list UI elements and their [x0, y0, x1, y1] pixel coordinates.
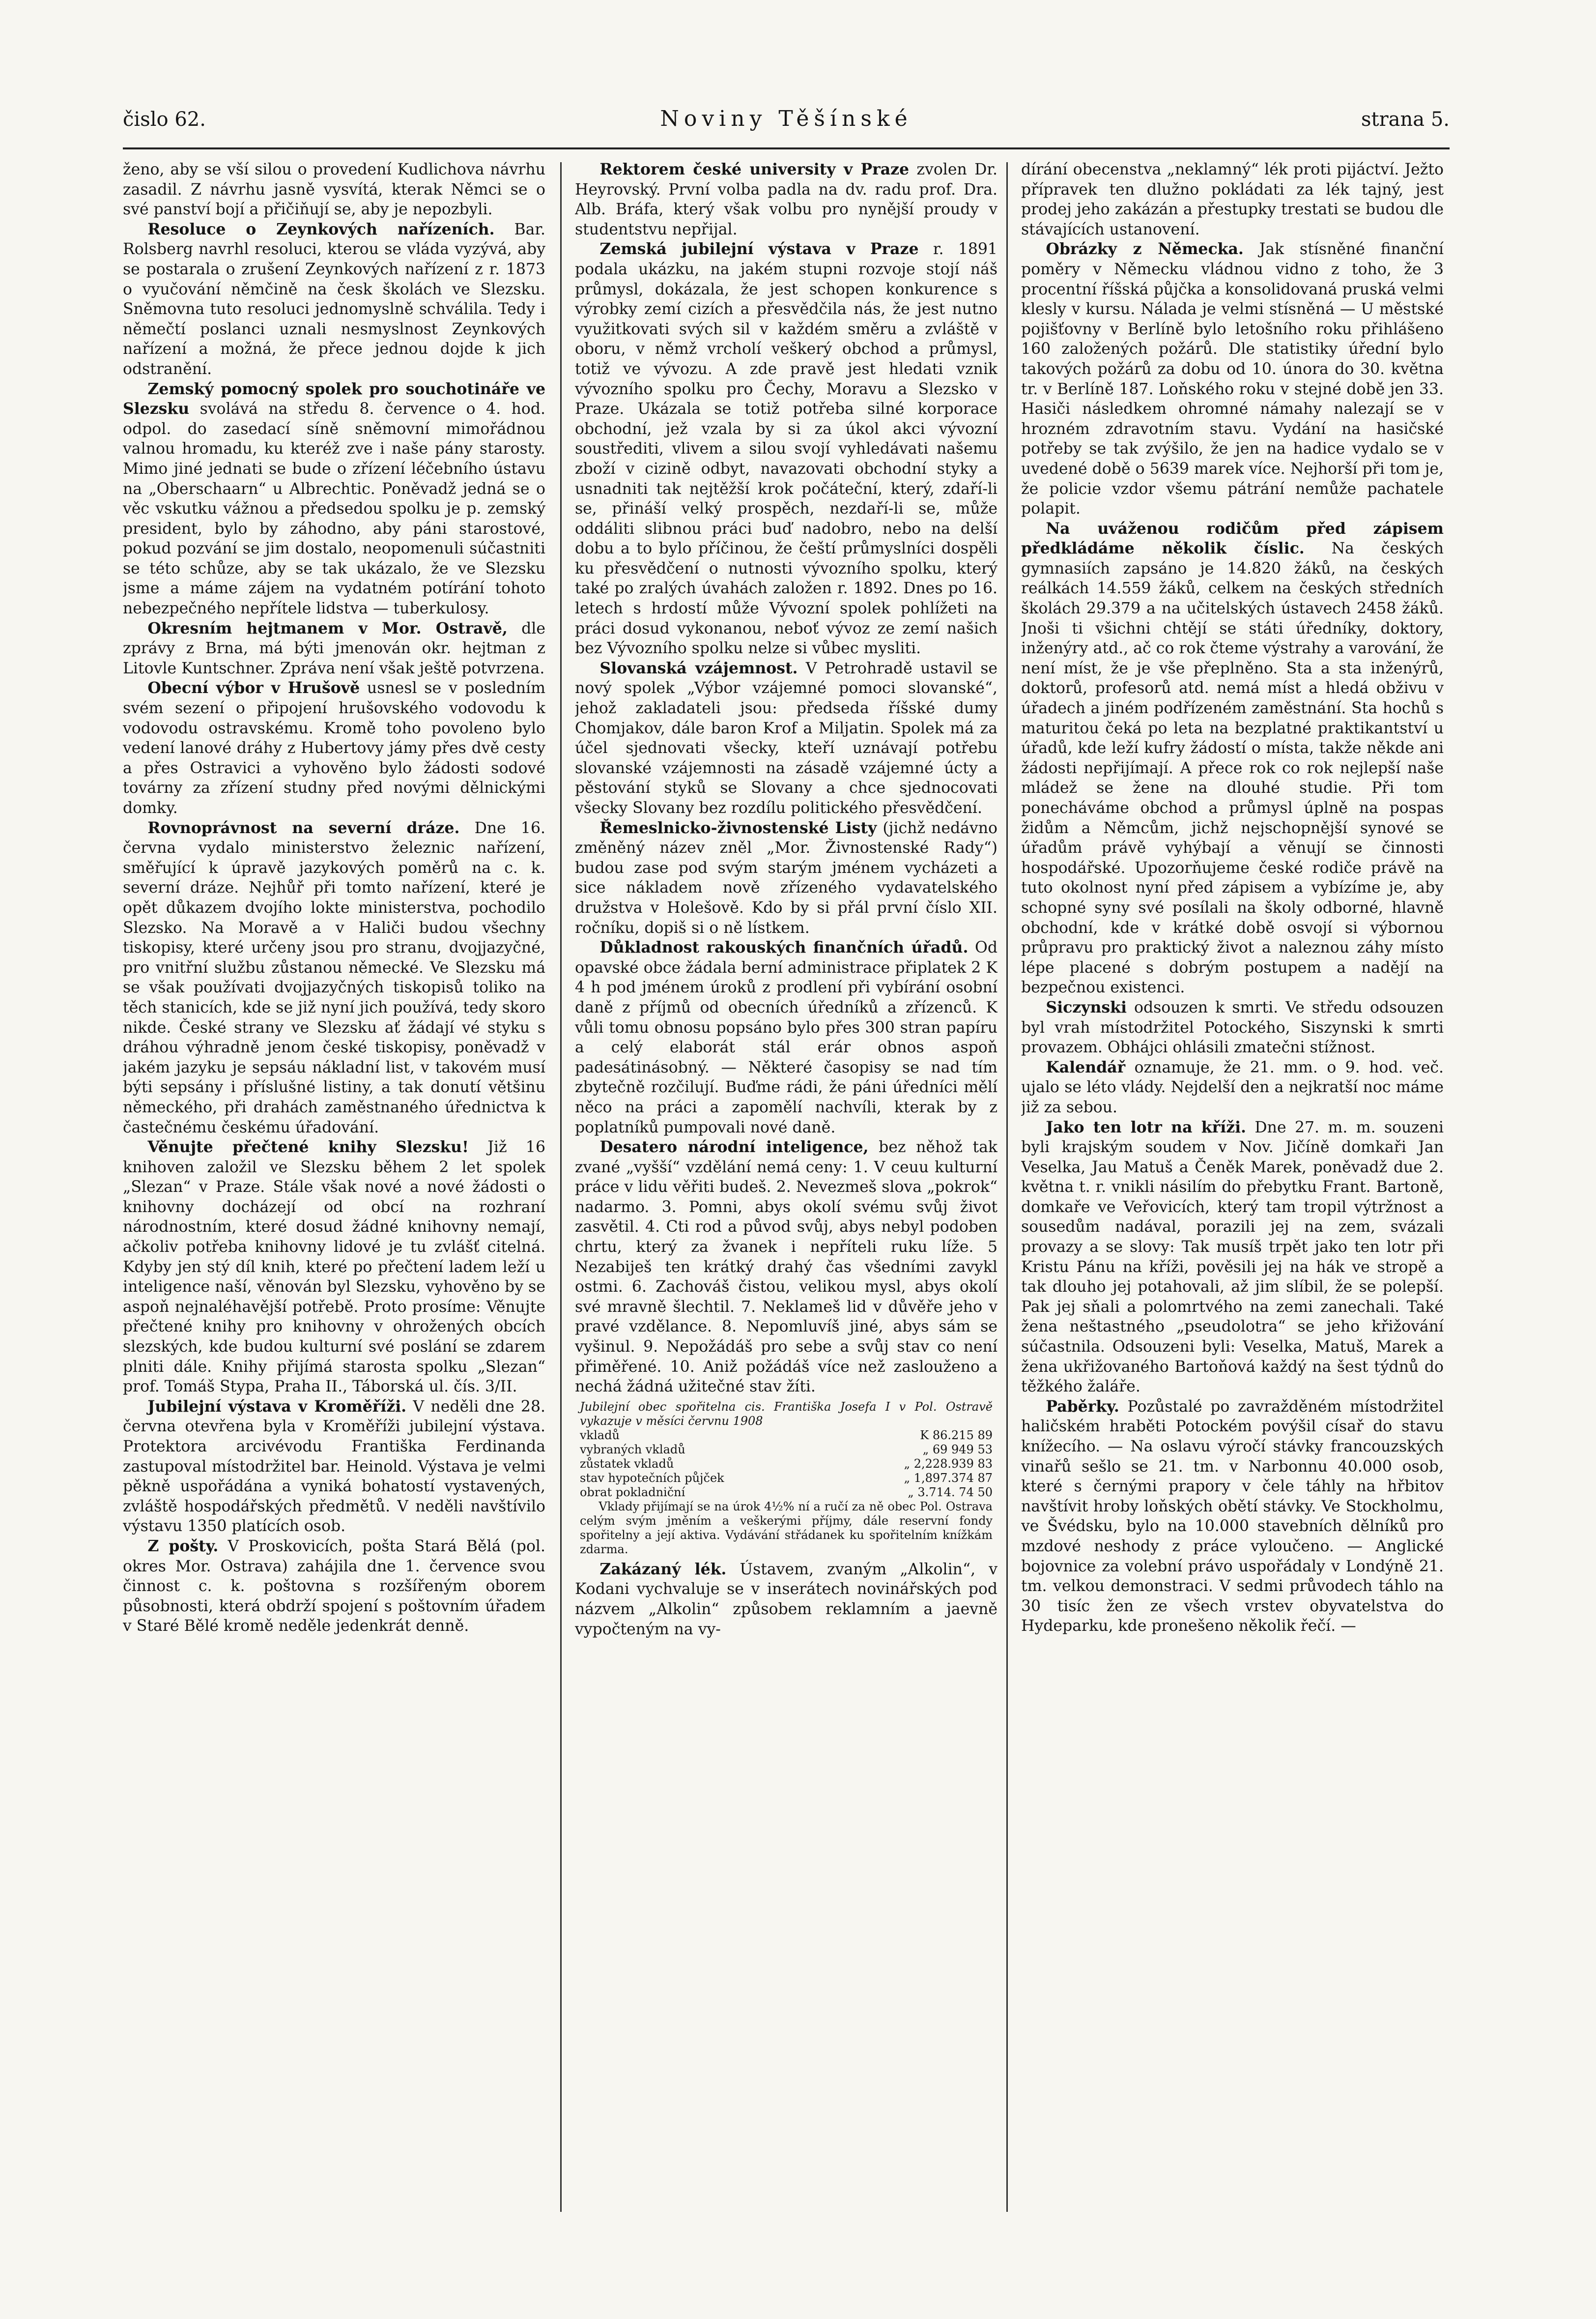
article-text: oznamuje, že 21. mm. o 9. hod. več. ujalo se léto vlády. Nejdelší den a nejkratší noc máme již za sebou.	[1021, 1058, 1444, 1116]
article-heading: Obrázky z Německa.	[1046, 240, 1244, 259]
article-paragraph	[123, 1137, 545, 1397]
article-paragraph	[1021, 519, 1444, 998]
article-paragraph	[1021, 1058, 1444, 1118]
article-heading: Řemeslnicko-živnostenské Listy	[599, 818, 877, 837]
article-text: V neděli dne 28. června otevřena byla v Kroměříži jubilejní výstava. Protektora arcivévodu Františka Ferdinanda zastupoval místodržitel bar. Heinold. Výstava je velmi pěkně uspořádána a vyniká bohatostí vystavených, zvláště hospodářských předmětů. V neděli navštívilo výstavu 1350 platících osob.	[123, 1397, 545, 1536]
article-heading: Rovnoprávnost na severní dráze.	[147, 818, 460, 837]
article-heading: Zemský pomocný spolek pro souchotináře ve Slezsku	[123, 379, 545, 418]
article-heading: Kalendář	[1046, 1058, 1126, 1076]
savings-table	[580, 1428, 993, 1500]
article-text: Dne 16. června vydalo ministerstvo železnic nařízení, směřující k úpravě jazykových poměrů na c. k. severní dráze. Nejhůř při tomto nařízení, které je opět důkazem dvojího lokte ministerstva, pochodilo Slezsko. Na Moravě a v Haliči budou všechny tiskopisy, které určeny jsou pro stranu, dvojjazyčné, pro vnitřní službu zůstanou německé. Ve Slezsku má se však používati dvojjazyčných tiskopisů toliko na těch stanicích, kde se již nyní jich používá, tedy skoro nikde. České strany ve Slezsku ať žádají vé styku s dráhou výhradně jenom české tiskopisy, poněvadž v jakém jazyku je sepsáu nákladní list, v takovém musí býti sepsány i příslušné listiny, a tak donutí většinu německého, při drahách zaměstnaného úřednictva k častečnému českému úřadování.	[123, 819, 545, 1136]
article-heading: Desatero národní inteligence,	[599, 1138, 869, 1157]
newspaper-title: Noviny Těšínské	[660, 106, 912, 131]
article-paragraph	[123, 160, 545, 220]
article-text: svolává na středu 8. července o 4. hod. odpol. do zasedací síně sněmovní mimořádnou valnou hromadu, ku kteréž zve i naše pány starosty. Mimo jiné jednati se bude o zřízení léčebního ústavu na „Oberschaarn“ u Albrechtic. Poněvadž jedná se o věc vskutku vážnou a předsedou spolku je p. zemský president, bylo by záhodno, aby páni starostové, pokud pozvání se jim dostalo, neopomenuli súčastniti se této schůze, aby se tak ukázalo, že ve Slezsku jsme a máme zájem na vydatném potírání tohoto nebezpečného nepřítele lidstva — tuberkulosy.	[123, 400, 545, 618]
article-heading: Zemská jubilejní výstava v Praze	[599, 240, 919, 259]
article-text: zvolen Dr. Heyrovský. První volba padla na dv. radu prof. Dra. Alb. Bráfa, který však volbu pro nynější proudy v studentstvu nepřijal.	[575, 161, 998, 238]
savings-value: „ 69 949 53	[922, 1442, 993, 1456]
column-2-articles-b	[575, 1560, 998, 1639]
article-text: Na českých gymnasiích zapsáno je 14.820 žáků, na českých reálkách 14.559 žáků, celkem na českých středních školách 29.379 a na učitelských ústavech 2458 žáků. Jnoši ti všichni chtějí se státi úředníky, doktory, inženýry atd., ač co rok čteme výstrahy a varování, že není míst, že je vše přeplněno. Sta a sta inženýrů, doktorů, profesorů atd. nemá míst a hledá obživu v úřadech a jiném podřízeném zaměstnání. Sta hochů s maturitou čeká po leta na bezplatné praktikantství u úřadů, kde leží kufry žádostí o místa, takže někde ani žádosti nepřijímají. A přece rok co rok nejlepší naše mládež se žene na dlouhé studie. Při tom ponecháváme obchod a průmysl úplně na pospas židům a Němcům, jichž nejschopnější synové se úřadům právě vyhýbají a věnují se činnosti hospodářské. Upozorňujeme české rodiče právě na tuto okolnost nyní před zápisem a vybízíme je, aby schopné syny své posílali na školy odborné, hlavně obchodní, kde v krátké době osvojí si výbornou průpravu pro praktický život a naleznou záhy místo lépe placené s dobrým postupem a nadějí na bezpečnou existenci.	[1021, 540, 1444, 997]
savings-value: „ 2,228.939 83	[904, 1456, 993, 1471]
article-text: Pozůstalé po zavražděném místodržitel haličském hraběti Potockém povýšil císař do stavu knížecího. — Na oslavu výročí stávky francouzských vinařů sešlo se 21. tm. v Narbonnu 40.000 osob, které s černými prapory v čele táhly na hřbitov navštívit hroby loňských obětí stávky. Ve Stockholmu, ve Švédsku, bylo na 10.000 stavebních dělníků pro mzdové neshody z práce vyloučeno. — Anglické bojovnice za volební právo uspořádaly v Londýně 21. tm. velkou demonstraci. V sedmi průvodech táhlo na 30 tisíc žen ze všech vrstev obyvatelstva do Hydeparku, kde pronešeno několik řečí. —	[1021, 1397, 1444, 1635]
article-text: Ústavem, zvaným „Alkolin“, v Kodani vychvaluje se v inserátech novinářských pod názvem „Alkolin“ způsobem reklamním a jaevně vypočteným na vy-	[575, 1560, 998, 1638]
article-paragraph	[575, 239, 998, 658]
article-text: usnesl se v posledním svém sezení o připojení hrušovského vodovodu k vodovodu ostravskému. Kromě toho povoleno bylo vedení lanové dráhy z Hubertovy jámy přes dvě cesty a přes Ostravici a vyhověno bylo žádosti sodové továrny za zřízení studny před novými dělnickými domky.	[123, 679, 545, 817]
savings-row	[580, 1428, 993, 1443]
savings-label: vkladů	[580, 1428, 620, 1442]
page-number: strana 5.	[1361, 108, 1450, 131]
article-paragraph	[123, 1397, 545, 1536]
savings-value: K 86.215 89	[920, 1428, 993, 1442]
article-paragraph	[123, 1536, 545, 1636]
article-heading: Okresním hejtmanem v Mor. Ostravě,	[147, 619, 508, 638]
article-paragraph	[123, 678, 545, 818]
savings-value: „ 3.714. 74 50	[908, 1485, 993, 1499]
article-paragraph	[1021, 1397, 1444, 1636]
article-heading: Obecní výbor v Hrušově	[147, 679, 360, 697]
article-heading: Věnujte přečtené knihy Slezsku!	[147, 1138, 469, 1157]
article-paragraph	[1021, 239, 1444, 519]
article-heading: Zakázaný lék.	[599, 1560, 727, 1578]
article-text: ženo, aby se vší silou o provedení Kudlichova návrhu zasadil. Z návrhu jasně vysvítá, kterak Němci se o své panství bojí a přičiňují se, aby je nepozbyli.	[123, 161, 545, 219]
article-paragraph	[123, 379, 545, 619]
column-2-articles	[575, 160, 998, 1397]
article-text: dírání obecenstva „neklamný“ lék proti pijáctví. Ježto přípravek ten dlužno pokládati za lék tajný, jest prodej jeho zakázán a přestupky trestati se budou dle stávajících ustanovení.	[1021, 161, 1444, 238]
article-text: Od opavské obce žádala berní administrace připlatek 2 K 4 h pod jménem úroků z prodlení při vybírání osobní daně z příjmů od obecních úředníků a zřízenců. K vůli tomu obnosu popsáno bylo přes 300 stran papíru a celý elaborát stál erár obnos aspoň padesátinásobný. — Některé časopisy se nad tím zbytečně rozčilují. Buďme rádi, že páni úředníci mělí něco na práci a zapomělí nachvíli, kterak by z poplatníků pumpovali nové daně.	[575, 939, 998, 1136]
savings-note: Vklady přijímají se na úrok 4½% ní a ručí za ně obec Pol. Ostrava celým svým jměním a veškerými příjmy, dále reservní fondy spořitelny a její aktiva. Vydávání střádanek ku spořitelním knížkám zdarma.	[580, 1499, 993, 1556]
article-paragraph	[123, 619, 545, 679]
column-3	[1021, 160, 1444, 2214]
article-text: V Petrohradě ustavil se nový spolek „Výbor vzájemné pomoci slovanské“, jehož zakladateli jsou: předseda říšské dumy Chomjakov, dále baron Krof a Miljatin. Spolek má za účel sjednovati všecky, kteří uznávají potřebu slovanské vzájemnosti na zásadě vzájemné úcty a pěstování styků se Slovany a chce sjednocovati všecky Slovany bez rozdílu politického přesvědčení.	[575, 659, 998, 817]
header-rule	[123, 147, 1450, 149]
article-text: r. 1891 podala ukázku, na jakém stupni rozvoje stojí náš průmysl, dokázala, že jest schopen konkurence s výrobky zemí cizích a přesvědčila nás, že jest nutno využitkovati svých sil v každém směru a zvláště v oboru, v němž vrcholí veškerý obchod a průmysl, totiž ve vývozu. A zde pravě jest hledati vznik vývozního spolku pro Čechy, Moravu a Slezsko v Praze. Ukázala se totiž potřeba silné korporace obchodní, jež vzala by si za úkol akci vývozní soustřediti, vlivem a silou svojí vyhledávati našemu zboží v cizině odbyt, navazovati obchodní styky a usnadniti tak nejtěžší krok počáteční, který, zdaří-li se, přináší velký prospěch, nezdaří-li se, může oddáliti slibnou práci buď nadobro, nebo na delší dobu a to bylo příčinou, že čeští průmyslníci dospěli ku přesvědčení o nutnosti vývozního spolku, který také po zralých úvahách založen r. 1892. Dnes po 16. letech s hrdostí může Vývozní spolek pohlížeti na práci dosud vykonanou, neboť vývoz ze zemí našich bez Vývozního spolku nelze si vůbec mysliti.	[575, 240, 998, 658]
article-paragraph	[1021, 1118, 1444, 1397]
article-text: Již 16 knihoven založil ve Slezsku během 2 let spolek „Slezan“ v Praze. Stále však nové a nové žádosti o knihovny docházejí od obcí na rozhraní národnostním, které dosud žádné knihovny nemají, ačkoliv potřeba knihovny lidové je tu zvlášť citelná. Kdyby jen stý díl knih, které po přečtení ladem leží u inteligence naší, věnován byl Slezsku, vyhověno by se aspoň nejnaléhavější potřebě. Proto prosíme: Věnujte přečtené knihy pro knihovny v ohrožených obcích slezských, kde budou kulturní své poslání se zdarem plniti dále. Knihy přijímá starosta spolku „Slezan“ prof. Tomáš Stypa, Praha II., Táborská ul. čís. 3/II.	[123, 1138, 545, 1396]
article-paragraph	[123, 818, 545, 1138]
article-paragraph	[123, 220, 545, 379]
article-text: Jak stísněné finanční poměry v Německu vládnou vidno z toho, že 3 procentní říšská půjčka a konsolidovaná pruská velmi klesly v kursu. Nálada je velmi stísněná — U městské pojišťovny v Berlíně bylo letošního roku přihlášeno 160 založených požárů. Dle statistiky úřední bylo takových požárů za dobu od 10. února do 30. května tr. v Berlíně 187. Loňského roku v stejné době jen 33. Hasiči následkem ohromné námahy nalezají se v hrozném zdravotním stavu. Vydání na hasičské potřeby se tak zvýšilo, že jen na hadice vydalo se v uvedené době o 5639 marek více. Nejhorší při tom je, že policie vzdor všemu pátrání nemůže pachatele polapit.	[1021, 240, 1444, 518]
savings-label: zůstatek vkladů	[580, 1456, 674, 1471]
savings-bank-report	[580, 1400, 993, 1557]
column-divider	[560, 162, 562, 2212]
article-paragraph	[575, 1137, 998, 1397]
savings-row	[580, 1471, 993, 1485]
article-text: dle zprávy z Brna, má býti jmenován okr. hejtman z Litovle Kuntschner. Zpráva není však ještě potvrzena.	[123, 619, 545, 677]
article-text: Dne 27. m. m. souzeni byli krajským soudem v Nov. Jičíně domkaři Jan Veselka, Jau Matuš a Čeněk Marek, poněvadž due 2. května t. r. vnikli násilím do přebytku Frant. Bartoně, domkaře ve Veřovicích, který tam tropil výtržnost a sousedům nadával, porazili jej na zem, svázali provazy a se slovy: Tak musíš trpět jako ten lotr při Kristu Pánu na kříži, pověsili jej na hák ve stropě a tak dlouho jej potahovali, až jim slíbil, že se polepší. Pak jej sňali a polomrtvého na zemi zanechali. Také žena neštastného „pseudolotra“ se jeho křižování súčastnila. Odsouzeni byli: Veselka, Matuš, Marek a žena ukřižovaného Bartoňová každý na šest týdnů do těžkého žaláře.	[1021, 1118, 1444, 1396]
savings-label: vybraných vkladů	[580, 1442, 685, 1456]
column-1	[123, 160, 545, 2214]
savings-row	[580, 1457, 993, 1471]
article-heading: Na uváženou rodičům před zápisem předkládáme několik číslic.	[1021, 519, 1444, 558]
column-2	[575, 160, 998, 2214]
article-heading: Jako ten lotr na kříži.	[1046, 1118, 1247, 1136]
column-divider	[1006, 162, 1008, 2212]
article-text: bez něhož tak zvané „vyšší“ vzdělání nemá ceny: 1. V ceuu kulturní práce v lidu věřiti budeš. 2. Nevezmeš slova „pokrok“ nadarmo. 3. Pomni, abys okolí svému svůj život zasvětil. 4. Cti rod a původ svůj, abys nebyl podoben chrtu, který za žvanek i nepříteli ruku líže. 5 Nezabiješ ten krátký drahý čas všedními zavykl ostmi. 6. Zachováš čistou, velikou mysl, abys okolí své mravně šlechtil. 7. Neklameš lid v důvěře jeho v pravé vzdělance. 8. Nepomluvíš jiné, abys sám se vyšinul. 9. Nepožádáš pro sebe a svůj stav co není přiměřené. 10. Aniž požádáš více než zaslouženo a nechá žádná užitečné stav žíti.	[575, 1138, 998, 1396]
article-paragraph	[1021, 160, 1444, 239]
article-heading: Paběrky.	[1046, 1397, 1119, 1416]
savings-label: obrat pokladniční	[580, 1485, 685, 1499]
article-heading: Siczynski	[1046, 998, 1127, 1016]
article-paragraph	[575, 818, 998, 938]
article-heading: Rektorem české university v Praze	[599, 160, 910, 178]
article-paragraph	[1021, 998, 1444, 1058]
article-heading: Jubilejní výstava v Kroměříži.	[147, 1397, 407, 1416]
issue-number: čislo 62.	[123, 108, 206, 131]
article-paragraph	[575, 160, 998, 239]
article-text: odsouzen k smrti. Ve středu odsouzen byl vrah místodržitel Potockého, Siszynski k smrti provazem. Obhájci ohlásili zmatečni stížnost.	[1021, 998, 1444, 1057]
article-heading: Resoluce o Zeynkových nařízeních.	[147, 220, 495, 238]
article-paragraph	[575, 1560, 998, 1639]
page-header	[123, 104, 1450, 139]
article-heading: Z pošty.	[147, 1536, 219, 1555]
article-heading: Důkladnost rakouských finančních úřadů.	[599, 938, 969, 957]
savings-label: stav hypotečních půjček	[580, 1471, 724, 1485]
savings-row	[580, 1443, 993, 1457]
savings-value: „ 1,897.374 87	[904, 1471, 993, 1485]
savings-intro: Jubilejní obec spořitelna cis. Františka Josefa I v Pol. Ostravě vykazuje v měsíci červnu 1908	[580, 1399, 993, 1428]
article-paragraph	[575, 938, 998, 1137]
article-heading: Slovanská vzájemnost.	[599, 659, 798, 677]
article-paragraph	[575, 659, 998, 818]
article-text: V Proskovicích, pošta Stará Bělá (pol. okres Mor. Ostrava) zahájila dne 1. července svou činnost c. k. poštovna s rozšířeným oborem působnosti, která obdrží spojení s poštovním úřadem v Staré Bělé kromě neděle jedenkrát denně.	[123, 1537, 545, 1635]
article-text: Bar. Rolsberg navrhl resoluci, kterou se vláda vyzývá, aby se postarala o zrušení Zeynkových nařízení z r. 1873 o vyučování němčině na česk školách ve Slezsku. Sněmovna tuto resoluci jednomyslně schválila. Tedy i němečtí poslanci uznali nesmyslnost Zeynkových nařízení a možná, že přece jednou dojde k jich odstranění.	[123, 220, 545, 378]
savings-row	[580, 1485, 993, 1500]
article-text: (jichž nedávno změněný název zněl „Mor. Živnostenské Rady“) budou zase pod svým starým jménem vycházeti a sice nákladem nově zřízeného vydavatelského družstva v Holešově. Kdo by si přál první číslo XII. ročníku, dopiš si o ně lístkem.	[575, 819, 998, 937]
